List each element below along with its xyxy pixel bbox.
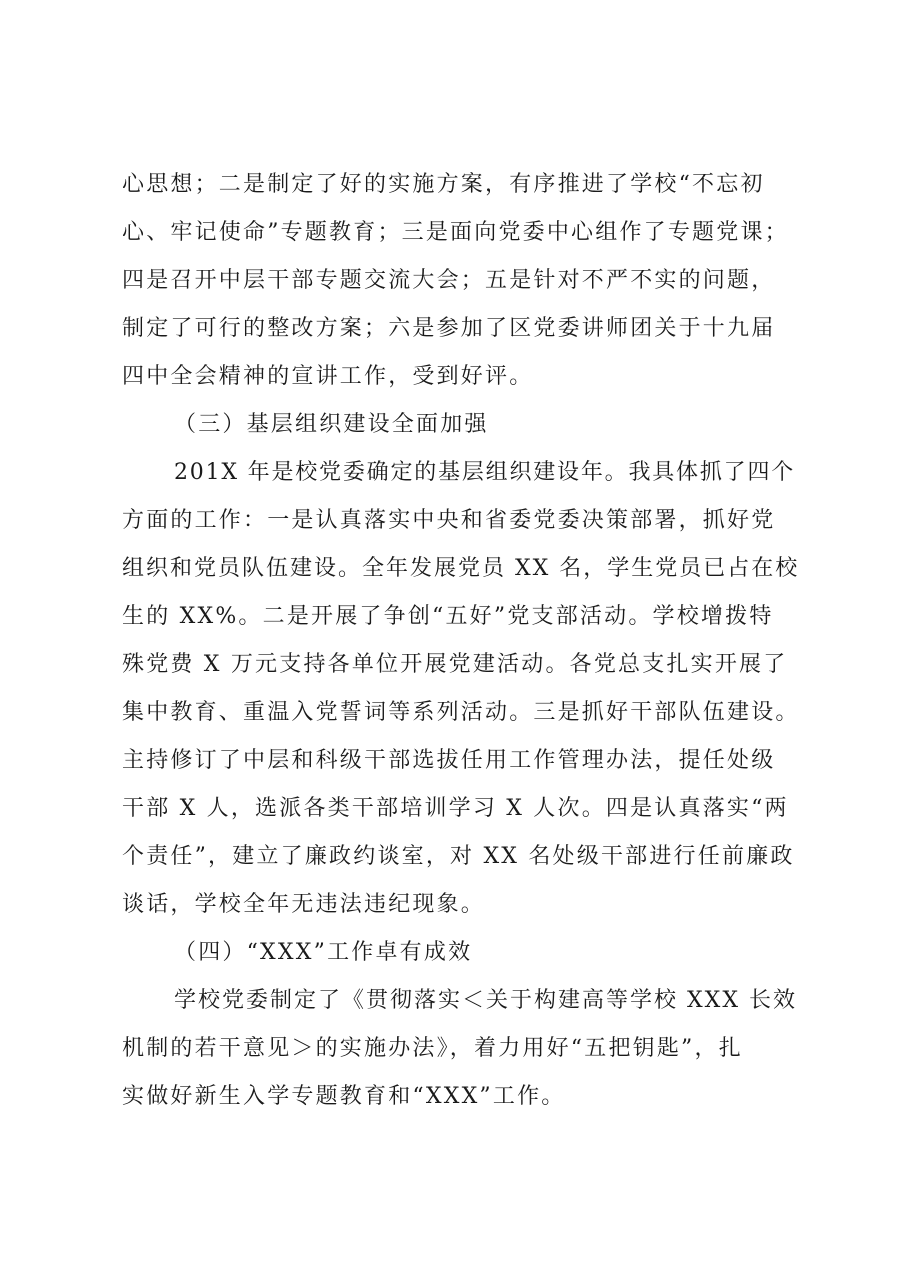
text-line: 集中教育、重温入党誓词等系列活动。三是抓好干部队伍建设。 bbox=[122, 700, 800, 725]
text-line: 生的 XX%。二是开展了争创“五好”党支部活动。学校增拨特 bbox=[122, 604, 774, 629]
text-line: 制定了可行的整改方案；六是参加了区党委讲师团关于十九届 bbox=[122, 316, 776, 341]
text-line: 个责任”，建立了廉政约谈室，对 XX 名处级干部进行任前廉政 bbox=[122, 844, 795, 869]
paragraph-first-line: 学校党委制定了《贯彻落实＜关于构建高等学校 XXX 长效 bbox=[174, 988, 797, 1013]
text-line: 干部 X 人，选派各类干部培训学习 X 人次。四是认真落实“两 bbox=[122, 796, 789, 821]
text-line: 四是召开中层干部专题交流大会；五是针对不严不实的问题， bbox=[122, 268, 776, 293]
text-line: 心、牢记使命”专题教育；三是面向党委中心组作了专题党课； bbox=[122, 220, 789, 245]
text-line: 方面的工作：一是认真落实中央和省委党委决策部署，抓好党 bbox=[122, 508, 776, 533]
text-line: 组织和党员队伍建设。全年发展党员 XX 名，学生党员已占在校 bbox=[122, 556, 800, 581]
text-line: 四中全会精神的宣讲工作，受到好评。 bbox=[122, 364, 534, 389]
text-line: 主持修订了中层和科级干部选拔任用工作管理办法，提任处级 bbox=[122, 748, 776, 773]
paragraph-first-line: 201X 年是校党委确定的基层组织建设年。我具体抓了四个 bbox=[174, 460, 796, 485]
text-line: 心思想；二是制定了好的实施方案，有序推进了学校“不忘初 bbox=[122, 172, 765, 197]
section-heading: （四）“XXX”工作卓有成效 bbox=[174, 940, 473, 965]
text-line: 谈话，学校全年无违法违纪现象。 bbox=[122, 892, 486, 917]
text-line: 殊党费 X 万元支持各单位开展党建活动。各党总支扎实开展了 bbox=[122, 652, 788, 677]
text-line: 机制的若干意见＞的实施办法》，着力用好“五把钥匙”，扎 bbox=[122, 1036, 743, 1061]
section-heading: （三）基层组织建设全面加强 bbox=[174, 412, 489, 437]
text-line: 实做好新生入学专题教育和“XXX”工作。 bbox=[122, 1084, 566, 1109]
